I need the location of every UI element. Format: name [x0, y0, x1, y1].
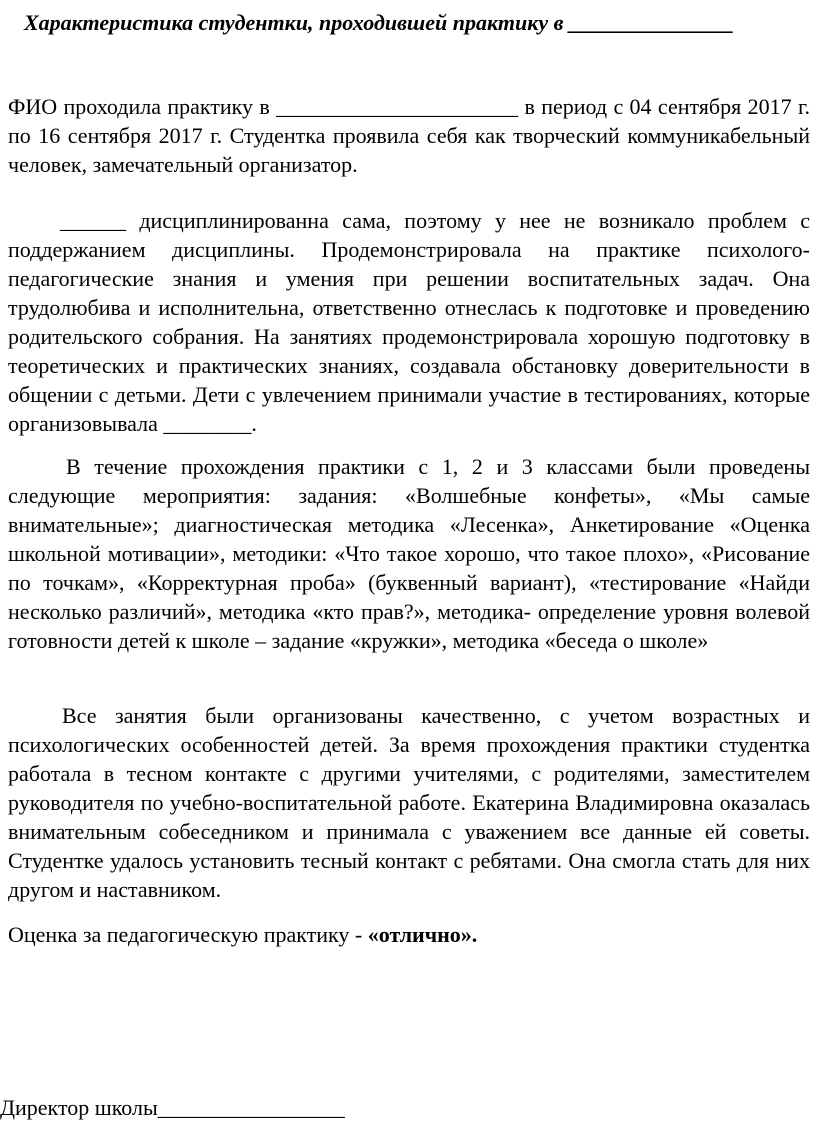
paragraph-intro [8, 92, 810, 179]
grade-value: «отлично». [367, 922, 478, 947]
paragraph-intro-text: ФИО проходила практику в ______________________ в период с 04 сентября 2017 г. по 16 сентября 2017 г. Студентка проявила себя как творческий коммуникабельный человек, замечательный организатор. [8, 94, 810, 177]
paragraph-activities-text: В течение прохождения практики с 1, 2 и 3 классами были проведены следующие мероприятия: задания: «Волшебные конфеты», «Мы самые внимательные»; диагностическая методика «Лесенка», Анкетирование «Оценка школьной мотивации», методики: «Что такое хорошо, что такое плохо», «Рисование по точкам», «Корректурная проба» (буквенный вариант), «тестирование «Найди несколько различий», методика «кто прав?», методика- определение уровня волевой готовности детей к школе – задание «кружки», методика «беседа о школе» [8, 454, 810, 653]
paragraph-conclusion-text: Все занятия были организованы качественно, с учетом возрастных и психологических особенностей детей. За время прохождения практики студентка работала в тесном контакте с другими учителями, с родителями, заместителем руководителя по учебно-воспитательной работе. Екатерина Владимировна оказалась внимательным собеседником и принимала с уважением все данные ей советы. Студентке удалось установить тесный контакт с ребятами. Она смогла стать для них другом и наставником. [8, 703, 810, 902]
paragraph-activities [8, 452, 810, 655]
paragraph-discipline [8, 206, 810, 438]
director-signature-line: Директор школы_________________ [0, 1095, 345, 1120]
paragraph-conclusion [8, 701, 810, 904]
document-title: Характеристика студентки, проходившей практику в _______________ [24, 10, 734, 35]
paragraph-discipline-text: ______ дисциплинированна сама, поэтому у нее не возникало проблем с поддержанием дисциплины. Продемонстрировала на практике психолого-педагогические знания и умения при решении воспитательных задач. Она трудолюбива и исполнительна, ответственно отнеслась к подготовке и проведению родительского собрания. На занятиях продемонстрировала хорошую подготовку в теоретических и практических знаниях, создавала обстановку доверительности в общении с детьми. Дети с увлечением принимали участие в тестированиях, которые организовывала ________. [8, 208, 810, 436]
grade-line [8, 920, 810, 949]
grade-label: Оценка за педагогическую практику - [8, 922, 368, 947]
